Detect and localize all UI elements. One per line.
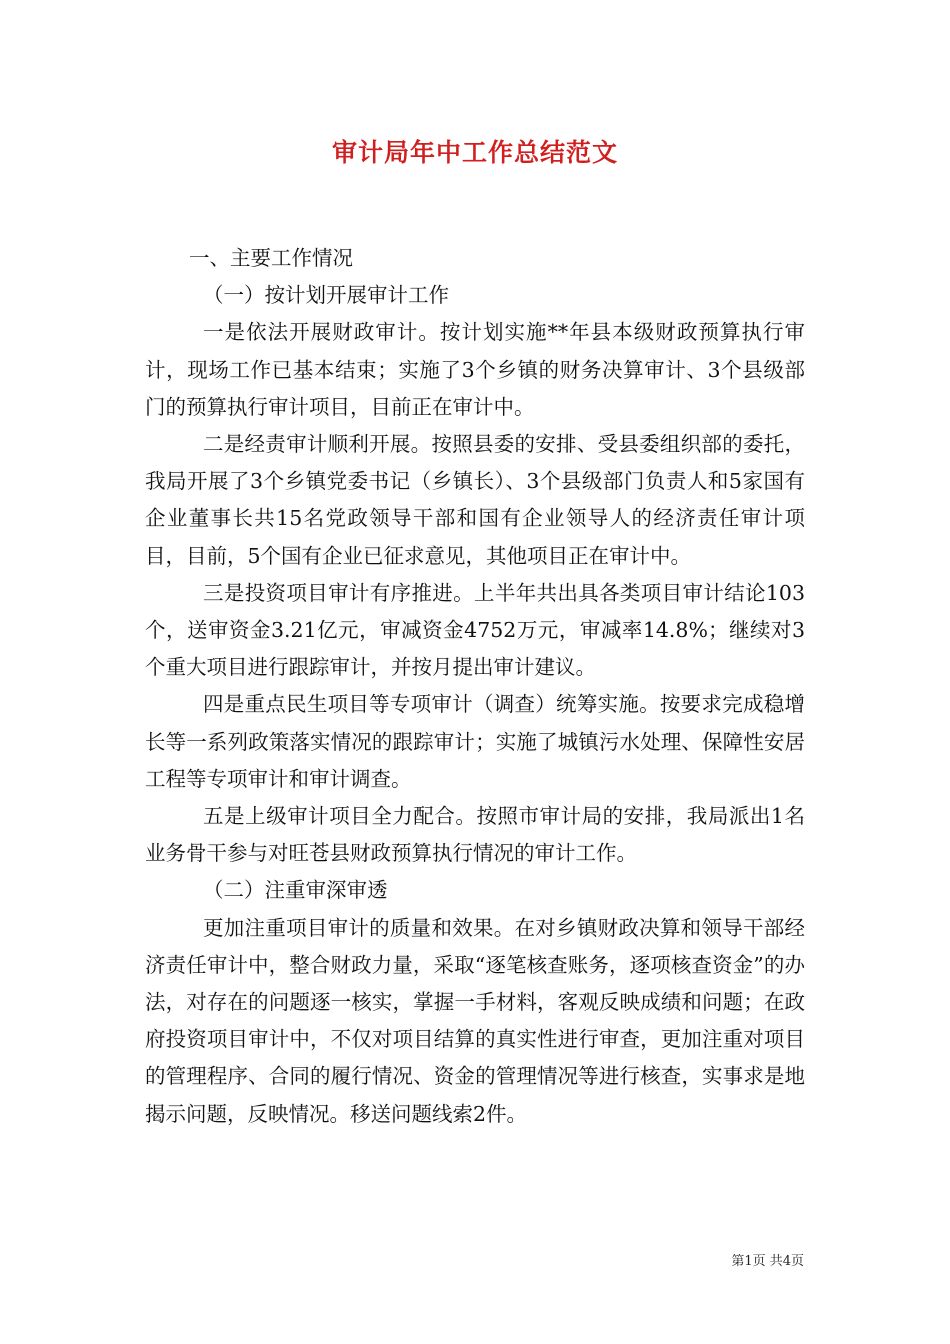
document-title: 审计局年中工作总结范文	[331, 138, 618, 167]
paragraph-special-audit: 四是重点民生项目等专项审计（调查）统筹实施。按要求完成稳增长等一系列政策落实情况的跟踪审计；实施了城镇污水处理、保障性安居工程等专项审计和审计调查。	[145, 692, 805, 791]
paragraph-fiscal-audit: 一是依法开展财政审计。按计划实施**年县本级财政预算执行审计，现场工作已基本结束；实施了3个乡镇的财务决算审计、3个县级部门的预算执行审计项目，目前正在审计中。	[145, 320, 805, 419]
subsection-heading-in-depth-audit: （二）注重审深审透	[203, 878, 388, 903]
document-body	[145, 240, 805, 1133]
page-number-footer: 第1页 共4页	[731, 1254, 804, 1269]
paragraph-audit-quality: 更加注重项目审计的质量和效果。在对乡镇财政决算和领导干部经济责任审计中，整合财政力量，采取“逐笔核查账务，逐项核查资金”的办法，对存在的问题逐一核实，掌握一手材料，客观反映成绩和问题；在政府投资项目审计中，不仅对项目结算的真实性进行审查，更加注重对项目的管理程序、合同的履行情况、资金的管理情况等进行核查，实事求是地揭示问题，反映情况。移送问题线索2件。	[145, 915, 805, 1126]
paragraph-superior-audit-cooperation: 五是上级审计项目全力配合。按照市审计局的安排，我局派出1名业务骨干参与对旺苍县财政预算执行情况的审计工作。	[145, 804, 805, 866]
subsection-heading-planned-audit: （一）按计划开展审计工作	[203, 283, 449, 308]
paragraph-economic-responsibility-audit: 二是经责审计顺利开展。按照县委的安排、受县委组织部的委托，我局开展了3个乡镇党委书记（乡镇长）、3个县级部门负责人和5家国有企业董事长共15名党政领导干部和国有企业领导人的经济责任审计项目，目前，5个国有企业已征求意见，其他项目正在审计中。	[145, 432, 805, 568]
section-heading-main-work: 一、主要工作情况	[189, 246, 353, 270]
paragraph-investment-audit: 三是投资项目审计有序推进。上半年共出具各类项目审计结论103个，送审资金3.21亿元，审减资金4752万元，审减率14.8%；继续对3个重大项目进行跟踪审计，并按月提出审计建议。	[145, 580, 805, 680]
